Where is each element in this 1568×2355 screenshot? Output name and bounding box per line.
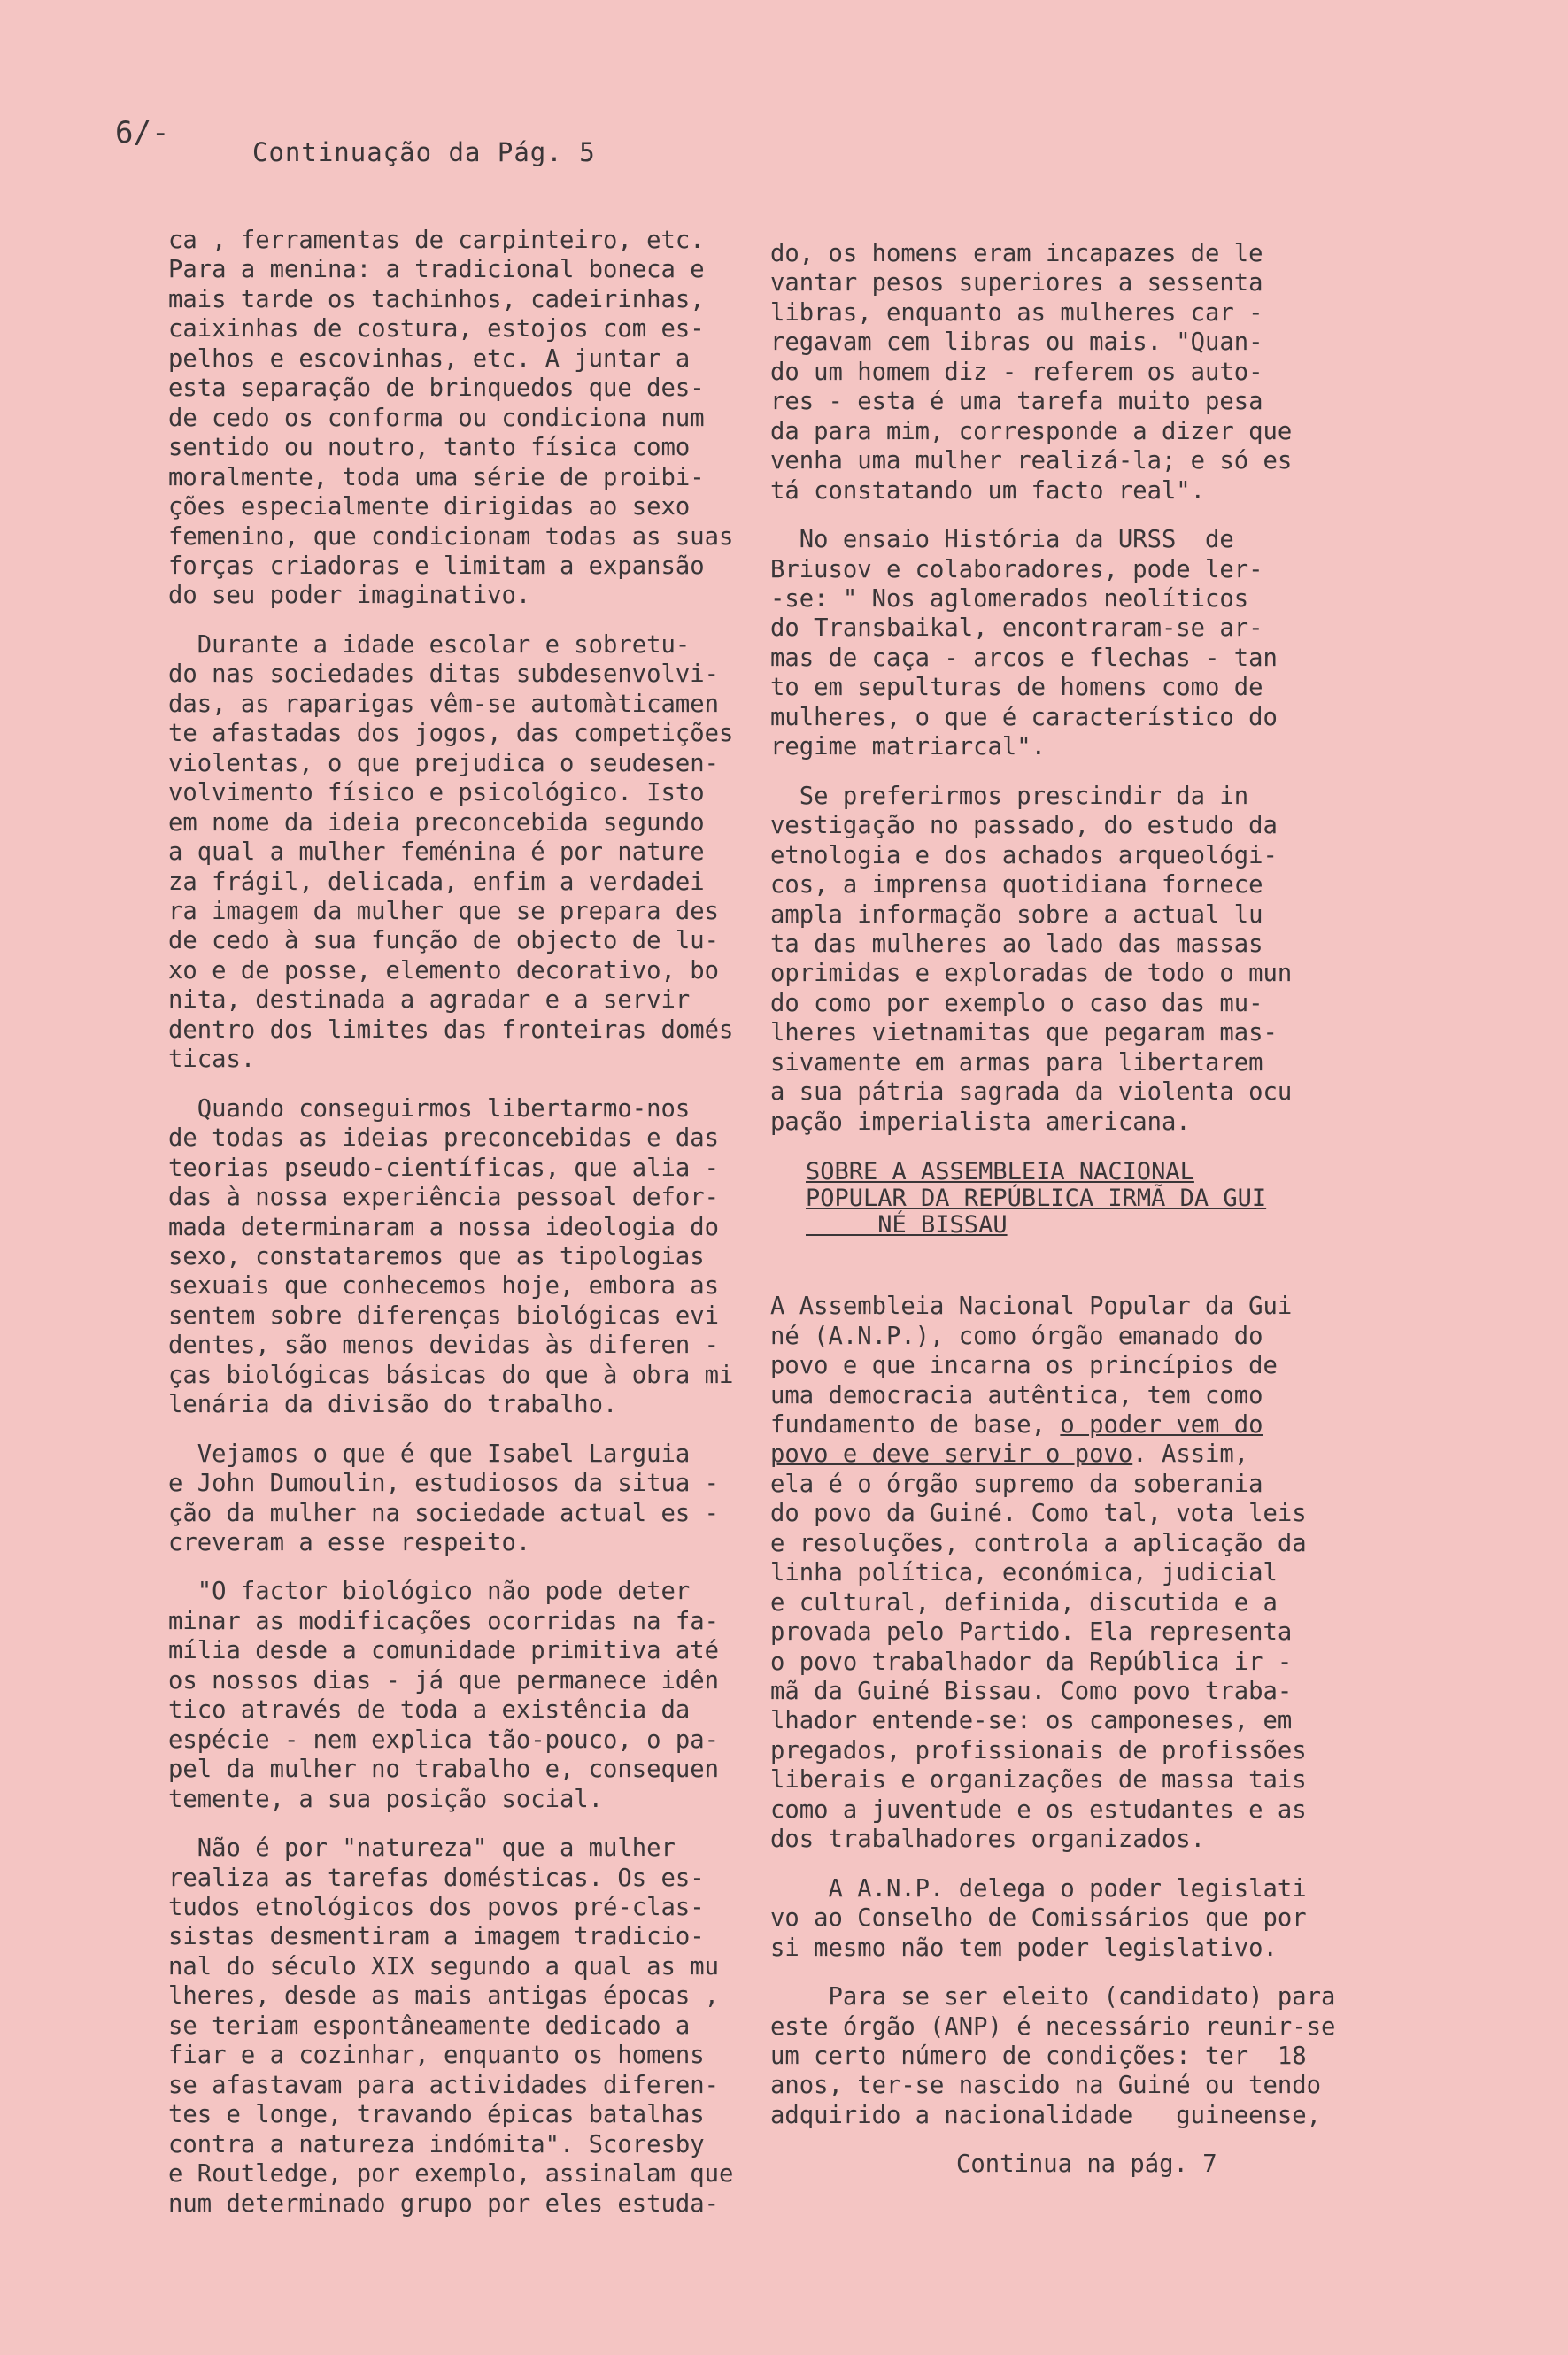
paragraph-vietnamese-women: Se preferirmos prescindir da in vestigação no passado, do estudo da etnologia e dos achados arqueológi- cos, a imprensa quotidiana fornece ampla informação sobre a actual lu ta das mulheres ao lado das massas oprimidas e exploradas de todo o mun do como por exemplo o caso das mu- lheres vietnamitas que pegaram mas- sivamente em armas para libertarem a sua pátria sagrada da violenta ocu pação imperialista americana. — [770, 782, 1293, 1136]
paragraph-school-age: Durante a idade escolar e sobretu- do nas sociedades ditas subdesenvolvi- das, as raparigas vêm-se automàticamen te afastadas dos jogos, das competições violentas, o que prejudica o seudesen- volvimento físico e psicológico. Isto em nome da ideia preconcebida segundo a qual a mulher feménina é por nature za frágil, delicada, enfim a verdadei ra imagem da mulher que se prepara des de cedo à sua função de objecto de lu- xo e de posse, elemento decorativo, bo nita, destinada a agradar e a servir dentro dos limites das fronteiras domés ticas. — [168, 630, 734, 1074]
left-column — [168, 226, 770, 2238]
section-heading-assembleia: SOBRE A ASSEMBLEIA NACIONAL POPULAR DA REPÚBLICA IRMÃ DA GUI NÉ BISSAU — [806, 1158, 1267, 1239]
paragraph-candidate-conditions: Para se ser eleito (candidato) para este órgão (ANP) é necessário reunir-se um certo número de condições: ter 18 anos, ter-se nascido na Guiné ou tendo adquirido a nacionalidade guineense, — [770, 1983, 1336, 2129]
paragraph-assembleia — [770, 1292, 1408, 1855]
paragraph-nature: Não é por "natureza" que a mulher realiza as tarefas domésticas. Os es- tudos etnológicos dos povos pré-clas- sistas desmentiram a imagem tradicio- nal do século XIX segundo a qual as mu lheres, desde as mais antigas épocas , se teriam espontâneamente dedicado a fiar e a cozinhar, enquanto os homens se afastavam para actividades diferen- tes e longe, travando épicas batalhas contra a natureza indómita". Scoresby e Routledge, por exemplo, assinalam que num determinado grupo por eles estuda- — [168, 1834, 734, 2218]
page-number: 6/- — [115, 115, 170, 151]
paragraph-larguia-dumoulin: Vejamos o que é que Isabel Larguia e John Dumoulin, estudiosos da situa - ção da mulher na sociedade actual es - creveram a esse respeito. — [168, 1440, 719, 1557]
paragraph-biological-factor: "O factor biológico não pode deter minar as modificações ocorridas na fa- mília desde a comunidade primitiva até os nossos dias - já que permanece idên tico através de toda a existência da espécie - nem explica tão-pouco, o pa- pel da mulher no trabalho e, consequen temente, a sua posição social. — [168, 1578, 719, 1813]
paragraph-legislative: A A.N.P. delega o poder legislati vo ao Conselho de Comissários que por si mesmo não tem poder legislativo. — [770, 1874, 1307, 1962]
paragraph-toys: ca , ferramentas de carpinteiro, etc. Para a menina: a tradicional boneca e mais tarde os tachinhos, cadeirinhas, caixinhas de costura, estojos com es- pelhos e escovinhas, etc. A juntar a esta separação de brinquedos que des- de cedo os conforma ou condiciona num sentido ou noutro, tanto física como moralmente, toda uma série de proibi- ções especialmente dirigidas ao sexo femenino, que condicionam todas as suas forças criadoras e limitam a expansão do seu poder imaginativo. — [168, 227, 734, 610]
right-column — [770, 239, 1408, 2204]
assembleia-motto: o poder vem do povo e deve servir o povo — [770, 1410, 1263, 1469]
assembleia-text-start: A Assembleia Nacional Popular da Gui né (A.N.P.), como órgão emanado do povo e que incarna os princípios de uma democracia autêntica, tem como fundamento de base, — [770, 1293, 1293, 1439]
paragraph-urss-history: No ensaio História da URSS de Briusov e colaboradores, pode ler- -se: " Nos aglomerados neolíticos do Transbaikal, encontraram-se ar- mas de caça - arcos e flechas - tan to em sepulturas de homens como de mulheres, o que é característico do regime matriarcal". — [770, 526, 1278, 761]
paragraph-ideology: Quando conseguirmos libertarmo-nos de todas as ideias preconcebidas e das teorias pseudo-científicas, que alia - das à nossa experiência pessoal defor- mada determinaram a nossa ideologia do sexo, constataremos que as tipologias sexuais que conhecemos hoje, embora as sentem sobre diferenças biológicas evi dentes, são menos devidas às diferen - ças biológicas básicas do que à obra mi lenária da divisão do trabalho. — [168, 1094, 734, 1419]
assembleia-text-end: . Assim, ela é o órgão supremo da soberania do povo da Guiné. Como tal, vota leis e resoluções, controla a aplicação da linha política, económica, judicial e cultural, definida, discutida e a provada pelo Partido. Ela representa o povo trabalhador da República ir - mã da Guiné Bissau. Como povo traba- lhador entende-se: os camponeses, em pregados, profissionais de profissões liberais e organizações de massa tais como a juventude e os estudantes e as dos trabalhadores organizados. — [770, 1440, 1307, 1854]
continued-footer: Continua na pág. 7 — [956, 2150, 1217, 2179]
paragraph-scoresby-quote: do, os homens eram incapazes de le vantar pesos superiores a sessenta libras, enquanto as mulheres car - regavam cem libras ou mais. "Quan- do um homem diz - referem os auto- res - esta é uma tarefa muito pesa da para mim, corresponde a dizer que venha uma mulher realizá-la; e só es tá constatando um facto real". — [770, 240, 1293, 505]
continuation-header: Continuação da Pág. 5 — [252, 137, 596, 167]
